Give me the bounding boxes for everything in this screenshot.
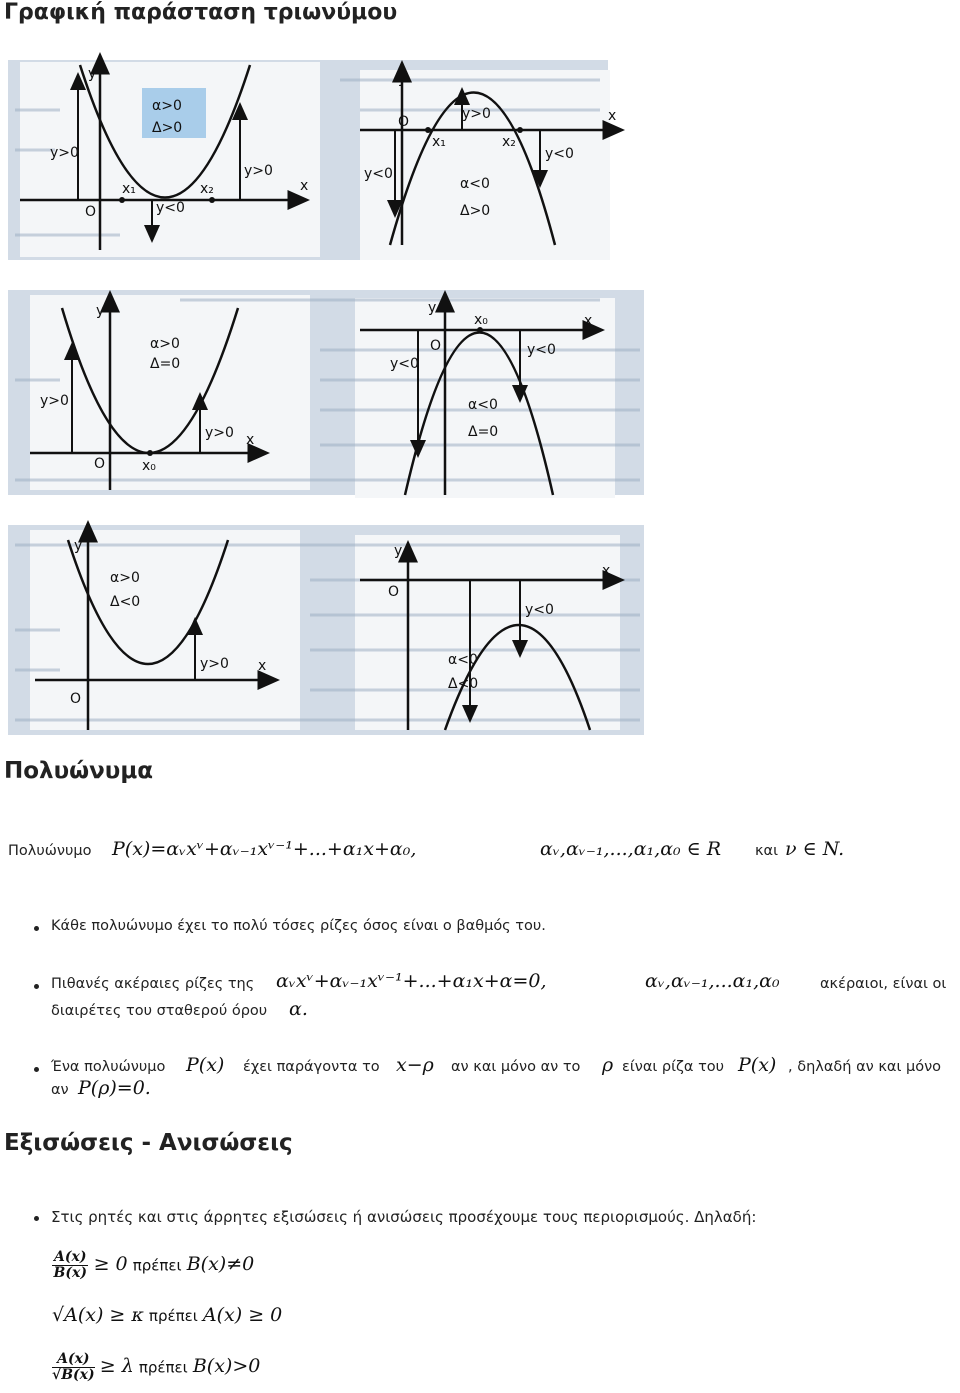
g4-yneg-left: y<0 <box>390 356 419 372</box>
g5-ypos: y>0 <box>200 656 229 672</box>
poly-bullet-integer-roots: Πιθανές ακέραιες ρίζες της <box>51 976 255 992</box>
g1-yneg: y<0 <box>156 200 185 216</box>
bullet-dot <box>34 1216 39 1221</box>
poly-factor-mid: έχει παράγοντα το <box>243 1059 380 1075</box>
poly-coeffs: αᵥ,αᵥ₋₁,...,α₁,α₀ ∈ R <box>540 838 722 860</box>
poly-factor-px: P(x) <box>186 1054 225 1076</box>
g1-origin: O <box>85 204 97 220</box>
poly-factor-mid2: αν και μόνο αν το <box>451 1059 581 1075</box>
g1-axis-y: y <box>88 66 97 82</box>
g5-a: α>0 <box>110 570 140 586</box>
g1-axis-x: x <box>300 178 309 194</box>
g2-d: Δ>0 <box>460 203 491 219</box>
g3-root0: x₀ <box>142 458 156 474</box>
g1-root1: x₁ <box>122 181 136 197</box>
g5-origin: O <box>70 691 82 707</box>
g6-axis-y: y <box>394 543 403 559</box>
poly-bullet-equation: αᵥxᵛ+αᵥ₋₁xᵛ⁻¹+...+α₁x+α=0, <box>276 970 547 992</box>
g4-root0: x₀ <box>474 312 488 328</box>
eq-rule3-rel: ≥ λ <box>99 1355 134 1377</box>
poly-bullet-coeffs: αᵥ,αᵥ₋₁,...α₁,α₀ <box>645 970 780 992</box>
poly-bullet-roots: Κάθε πολυώνυμο έχει το πολύ τόσες ρίζες όσος είναι ο βαθμός του. <box>51 918 546 934</box>
eq-rule2-cond: A(x) ≥ 0 <box>202 1304 283 1326</box>
g1-ypos-right: y>0 <box>244 163 273 179</box>
eq-rule3-cond: B(x)>0 <box>192 1355 261 1377</box>
g3-origin: O <box>94 456 106 472</box>
poly-intro-label: Πολυώνυμο <box>8 843 92 859</box>
g6-yneg: y<0 <box>525 602 554 618</box>
poly-bullet-integer-post: ακέραιοι, είναι οι <box>820 976 947 992</box>
eq-rule1-fraction <box>52 1250 88 1281</box>
g4-axis-y: y <box>428 300 437 316</box>
poly-factor-cond: P(ρ)=0. <box>78 1077 151 1099</box>
g2-yneg-right: y<0 <box>545 146 574 162</box>
poly-factor-if: αν <box>51 1082 69 1098</box>
poly-bullet-divisors: διαιρέτες του σταθερού όρου <box>51 1003 268 1019</box>
eq-rule1-num: A(x) <box>54 1249 87 1265</box>
g5-d: Δ<0 <box>110 594 141 610</box>
g5-axis-y: y <box>74 538 83 554</box>
eq-restrictions-text: Στις ρητές και στις άρρητες εξισώσεις ή ανισώσεις προσέχουμε τους περιορισμούς. Δηλαδή: <box>51 1208 757 1226</box>
g2-ypos: y>0 <box>462 106 491 122</box>
g2-axis-x: x <box>608 108 617 124</box>
poly-bullet-alpha: α. <box>289 998 308 1020</box>
g4-yneg-right: y<0 <box>527 342 556 358</box>
g3-axis-y: y <box>96 303 105 319</box>
g4-a: α<0 <box>468 397 498 413</box>
poly-factor-rho: ρ <box>602 1054 614 1076</box>
heading-polynomials: Πολυώνυμα <box>4 758 154 784</box>
g2-root1: x₁ <box>432 134 446 150</box>
g6-d: Δ<0 <box>448 676 479 692</box>
g3-ypos-left: y>0 <box>40 393 69 409</box>
heading-equations: Εξισώσεις - Ανισώσεις <box>4 1130 293 1156</box>
eq-rule3-num: A(x) <box>52 1352 95 1368</box>
eq-rule3-den: √B(x) <box>52 1367 95 1383</box>
bullet-dot <box>34 926 39 931</box>
g2-origin: O <box>398 114 410 130</box>
g4-origin: O <box>430 338 442 354</box>
eq-rule-root <box>52 1304 282 1326</box>
g3-a: α>0 <box>150 336 180 352</box>
g2-a: α<0 <box>460 176 490 192</box>
g4-d: Δ=0 <box>468 424 499 440</box>
eq-rule1-den: B(x) <box>53 1265 87 1281</box>
g2-axis-y: y <box>398 71 407 87</box>
g6-origin: O <box>388 584 400 600</box>
poly-factor-pre: Ένα πολυώνυμο <box>51 1059 166 1075</box>
g2-root2: x₂ <box>502 134 516 150</box>
eq-rule1-cond: B(x)≠0 <box>186 1253 255 1275</box>
poly-factor-post: , δηλαδή αν και μόνο <box>788 1059 942 1075</box>
poly-factor-mid3: είναι ρίζα του <box>622 1059 725 1075</box>
poly-natural: ν ∈ N. <box>785 838 845 860</box>
g5-axis-x: x <box>258 658 267 674</box>
eq-rule-rational <box>52 1250 254 1281</box>
eq-rule2-must: πρέπει <box>148 1307 198 1325</box>
bullet-dot <box>34 1067 39 1072</box>
eq-rule3-must: πρέπει <box>138 1358 188 1377</box>
bullet-dot <box>34 984 39 989</box>
g1-ypos-left: y>0 <box>50 145 79 161</box>
eq-rule3-fraction <box>52 1352 95 1383</box>
g4-axis-x: x <box>584 313 593 329</box>
g6-a: α<0 <box>448 652 478 668</box>
eq-rule1-rel: ≥ 0 <box>93 1253 128 1275</box>
g6-axis-x: x <box>602 563 611 579</box>
eq-rule2-lhs: √A(x) ≥ κ <box>52 1304 144 1326</box>
g1-root2: x₂ <box>200 181 214 197</box>
parabola-figures <box>0 50 660 740</box>
g3-d: Δ=0 <box>150 356 181 372</box>
poly-factor-px2: P(x) <box>738 1054 777 1076</box>
g3-ypos-right: y>0 <box>205 425 234 441</box>
eq-rule-root-rational <box>52 1352 260 1383</box>
poly-and: και <box>755 843 779 859</box>
g1-a: α>0 <box>152 98 182 114</box>
heading-trinomial-graph: Γραφική παράσταση τριωνύμου <box>4 0 398 25</box>
eq-rule1-must: πρέπει <box>132 1256 182 1275</box>
poly-factor-xr: x−ρ <box>396 1054 434 1076</box>
poly-definition: P(x)=αᵥxᵛ+αᵥ₋₁xᵛ⁻¹+...+α₁x+α₀, <box>112 838 417 860</box>
g1-d: Δ>0 <box>152 120 183 136</box>
g2-yneg-left: y<0 <box>364 166 393 182</box>
g3-axis-x: x <box>246 432 255 448</box>
